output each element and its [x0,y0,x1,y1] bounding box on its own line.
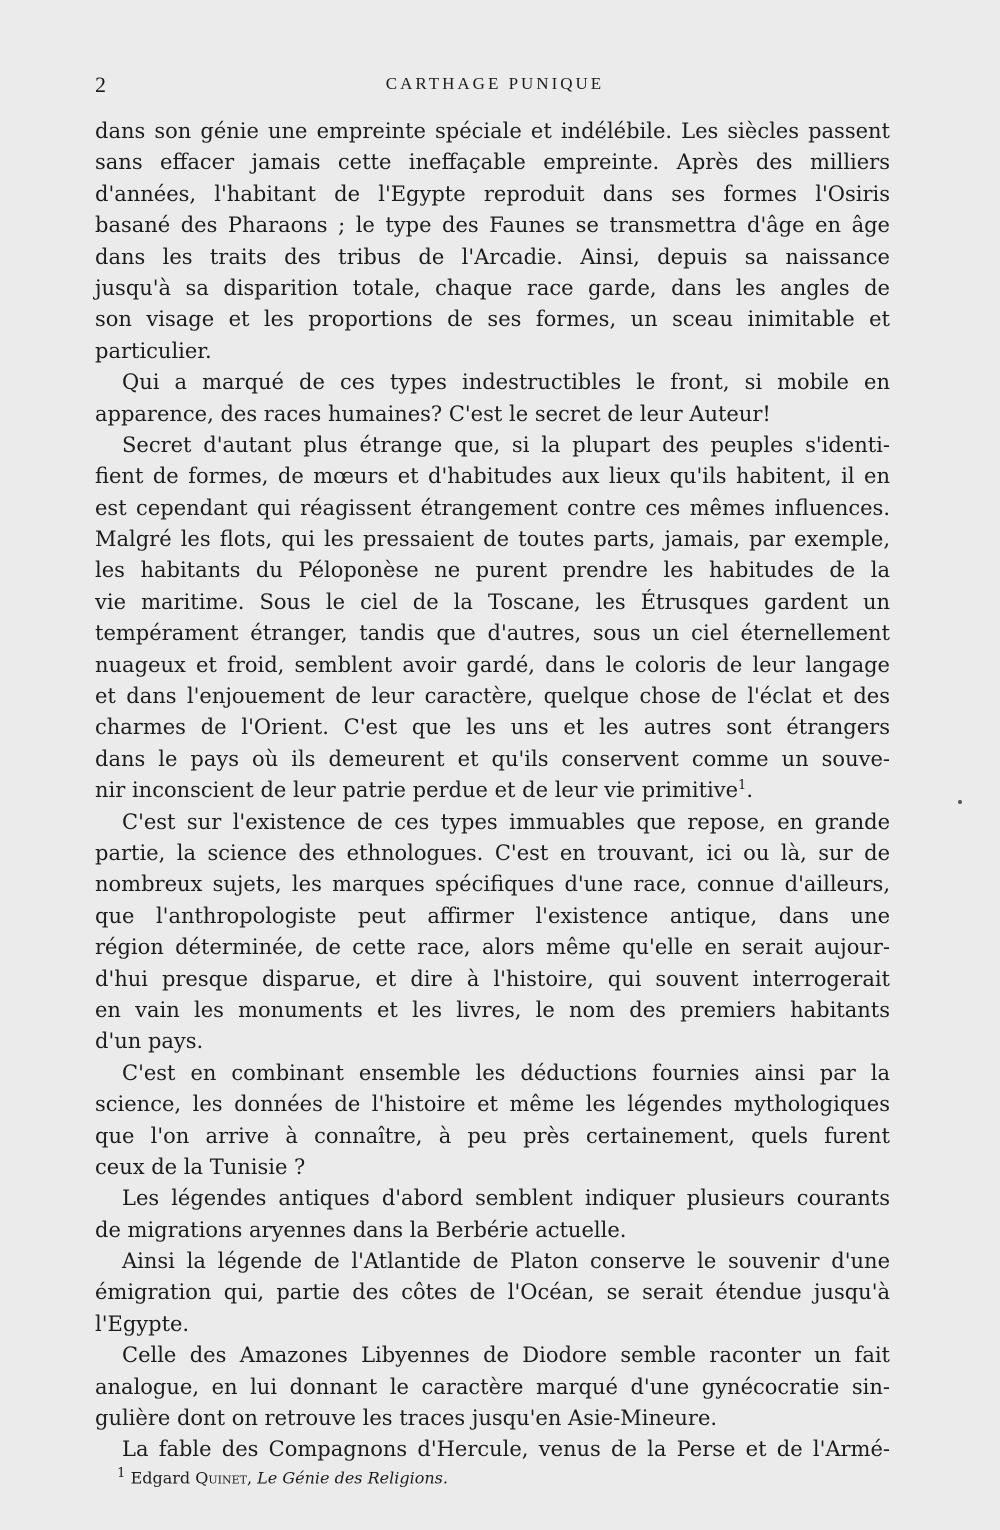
text-line [95,1434,890,1465]
text-line [95,995,890,1026]
page-header [95,72,895,102]
page-number: 2 [95,72,106,97]
text-line [95,618,890,649]
text-line [95,1026,890,1057]
text-line-content: de migrations aryennes dans la Berbérie actuelle. [95,1217,627,1242]
text-line [95,1277,890,1308]
text-line-content: Celle des Amazones Libyennes de Diodore semble raconter un fait [122,1343,890,1368]
text-line-content: basané des Pharaons ; le type des Faunes se transmettra d'âge en âge [95,213,890,238]
text-line-content: Ainsi la légende de l'Atlantide de Platon conserve le souvenir d'une [122,1249,890,1274]
text-line [95,304,890,335]
text-line [95,964,890,995]
text-line [95,932,890,963]
text-line-content: d'années, l'habitant de l'Egypte reproduit dans ses formes l'Osiris [95,181,890,206]
footnote-mark: 1 [117,1466,126,1481]
paper-speck [958,800,962,804]
text-line-content: C'est en combinant ensemble les déductions fournies ainsi par la [122,1060,890,1085]
text-line-content: dans son génie une empreinte spéciale et indélébile. Les siècles passent [95,119,890,143]
text-line-content: nombreux sujets, les marques spécifiques d'une race, connue d'ailleurs, [95,872,890,897]
text-line [95,1340,890,1371]
text-line [95,807,890,838]
text-line-content: d'un pays. [95,1029,204,1054]
text-line [95,775,890,806]
text-line-content: science, les données de l'histoire et même les légendes mythologiques [95,1092,890,1117]
text-line-content: charmes de l'Orient. C'est que les uns et les autres sont étrangers [95,715,890,740]
text-line-content: nir inconscient de leur patrie perdue et de leur vie primitive [95,778,739,803]
text-line [95,430,890,461]
text-line-content: d'hui presque disparue, et dire à l'histoire, qui souvent interrogerait [95,966,890,991]
text-line-content: région déterminée, de cette race, alors même qu'elle en serait aujour- [95,935,890,960]
text-line-content: et dans l'enjouement de leur caractère, quelque chose de l'éclat et des [95,684,890,709]
text-line [95,1089,890,1120]
text-line-content: tempérament étranger, tandis que d'autres, sous un ciel éternellement [95,621,890,646]
text-line [95,744,890,775]
text-line [95,869,890,900]
footnote-work: Le Génie des Religions. [257,1468,448,1488]
text-line [95,524,890,555]
text-line [95,1152,890,1183]
text-line-content: émigration qui, partie des côtes de l'Océan, se serait étendue jusqu'à [95,1280,890,1305]
text-line [95,493,890,524]
text-line [95,1246,890,1277]
footnote-author-last: Quinet, [195,1468,253,1488]
text-line-content: Qui a marqué de ces types indestructibles le front, si mobile en [122,370,890,395]
text-line-content: C'est sur l'existence de ces types immuables que repose, en grande [122,809,890,834]
text-line-content: jusqu'à sa disparition totale, chaque race garde, dans les angles de [95,275,890,300]
text-line [95,179,890,210]
text-line [95,1215,890,1246]
text-line-content: son visage et les proportions de ses formes, un sceau inimitable et [95,307,890,332]
footnote [117,1464,897,1488]
running-title: CARTHAGE PUNIQUE [385,74,605,93]
text-line-content: nuageux et froid, semblent avoir gardé, dans le coloris de leur langage [95,652,890,677]
text-line [95,1121,890,1152]
text-line [95,147,890,178]
text-line-content: dans les traits des tribus de l'Arcadie. Ainsi, depuis sa naissance [95,244,890,269]
text-line [95,273,890,304]
text-line [95,336,890,367]
text-line-content: apparence, des races humaines? C'est le secret de leur Auteur! [95,401,771,426]
text-line [95,555,890,586]
text-line-content: l'Egypte. [95,1311,190,1336]
text-line [95,461,890,492]
text-line [95,901,890,932]
text-line-content: ceux de la Tunisie ? [95,1154,306,1179]
text-line [95,650,890,681]
body-text [95,116,890,1466]
text-line-content: est cependant qui réagissent étrangement contre ces mêmes influences. [95,495,890,520]
text-line-content: particulier. [95,338,212,363]
text-line-content: en vain les monuments et les livres, le nom des premiers habitants [95,997,890,1022]
text-line [95,587,890,618]
text-line [95,242,890,273]
footnote-reference: 1 [738,778,747,794]
text-line [95,838,890,869]
text-line [95,1309,890,1340]
text-line-content: Malgré les flots, qui les pressaient de toutes parts, jamais, par exemple, [95,527,890,552]
text-line-content: sans effacer jamais cette ineffaçable empreinte. Après des milliers [95,150,890,175]
text-line-content: Les légendes antiques d'abord semblent indiquer plusieurs courants [122,1186,890,1211]
text-line-content: La fable des Compagnons d'Hercule, venus de la Perse et de l'Armé- [122,1437,890,1462]
text-line [95,1403,890,1434]
text-line-content: Secret d'autant plus étrange que, si la plupart des peuples s'identi- [122,432,890,457]
text-line [95,116,890,147]
text-line-content: vie maritime. Sous le ciel de la Toscane, les Étrusques gardent un [95,589,890,614]
text-line [95,399,890,430]
text-line [95,367,890,398]
text-line-content: gulière dont on retrouve les traces jusqu'en Asie-Mineure. [95,1406,718,1431]
footnote-author-first: Edgard [130,1468,191,1488]
text-line-content: que l'anthropologiste peut affirmer l'existence antique, dans une [95,903,890,928]
text-line-content: les habitants du Péloponèse ne purent prendre les habitudes de la [95,558,890,583]
text-line-tail: . [746,778,754,803]
text-line-content: que l'on arrive à connaître, à peu près certainement, quels furent [95,1123,890,1148]
text-line [95,1058,890,1089]
text-line-content: dans le pays où ils demeurent et qu'ils conservent comme un souve- [95,746,890,771]
text-line [95,1372,890,1403]
text-line-content: partie, la science des ethnologues. C'est en trouvant, ici ou là, sur de [95,840,890,865]
text-line [95,712,890,743]
text-line-content: fient de formes, de mœurs et d'habitudes aux lieux qu'ils habitent, il en [95,464,890,489]
text-line [95,1183,890,1214]
text-line [95,210,890,241]
text-line [95,681,890,712]
text-line-content: analogue, en lui donnant le caractère marqué d'une gynécocratie sin- [95,1374,890,1399]
